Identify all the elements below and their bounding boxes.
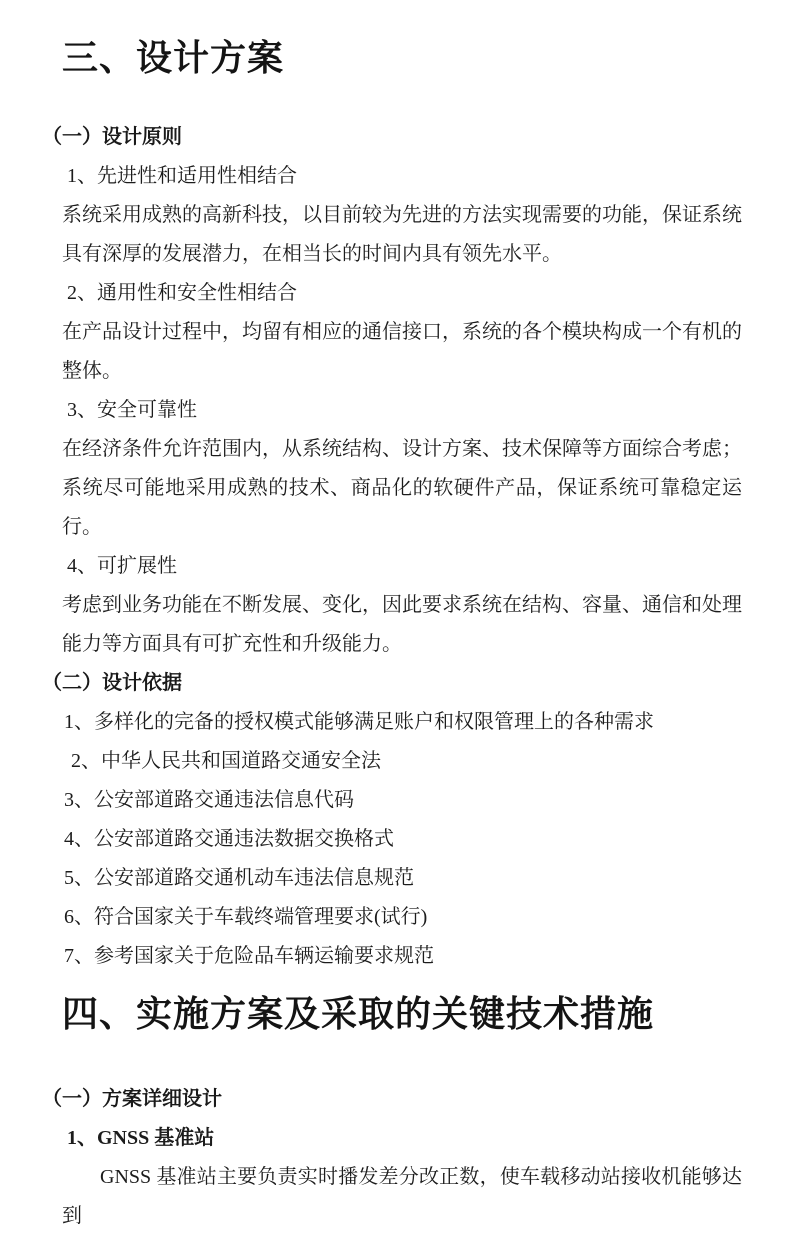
basis-item-2: 2、中华人民共和国道路交通安全法 [71,750,381,772]
basis-item-3: 3、公安部道路交通违法信息代码 [64,789,354,811]
principle-2-heading: 2、通用性和安全性相结合 [67,282,297,304]
basis-item-7: 7、参考国家关于危险品车辆运输要求规范 [64,945,434,967]
basis-item-1: 1、多样化的完备的授权模式能够满足账户和权限管理上的各种需求 [64,711,654,733]
section-3-title: 三、设计方案 [62,38,285,78]
principle-3-body: 在经济条件允许范围内，从系统结构、设计方案、技术保障等方面综合考虑；系统尽可能地采用成熟的技术、商品化的软硬件产品，保证系统可靠稳定运行。 [62,438,742,538]
principle-3-heading: 3、安全可靠性 [67,399,197,421]
basis-item-4: 4、公安部道路交通违法数据交换格式 [64,828,394,850]
principle-2-body: 在产品设计过程中，均留有相应的通信接口，系统的各个模块构成一个有机的整体。 [62,321,742,382]
principle-1-heading: 1、先进性和适用性相结合 [67,165,297,187]
basis-item-5: 5、公安部道路交通机动车违法信息规范 [64,867,414,889]
subsection-3-2-heading: （二）设计依据 [42,672,182,694]
principle-4-heading: 4、可扩展性 [67,555,177,577]
principle-1-body: 系统采用成熟的高新科技，以目前较为先进的方法实现需要的功能，保证系统具有深厚的发展潜力，在相当长的时间内具有领先水平。 [62,204,742,265]
basis-item-6: 6、符合国家关于车载终端管理要求(试行) [64,906,428,928]
principle-4-body: 考虑到业务功能在不断发展、变化，因此要求系统在结构、容量、通信和处理能力等方面具有可扩充性和升级能力。 [62,594,742,655]
section-4-title: 四、实施方案及采取的关键技术措施 [62,994,655,1034]
gnss-station-heading: 1、GNSS 基准站 [67,1127,215,1149]
gnss-station-body: GNSS 基准站主要负责实时播发差分改正数，使车载移动站接收机能够达到 [62,1166,742,1227]
subsection-4-1-heading: （一）方案详细设计 [42,1088,222,1110]
subsection-3-1-heading: （一）设计原则 [42,126,182,148]
